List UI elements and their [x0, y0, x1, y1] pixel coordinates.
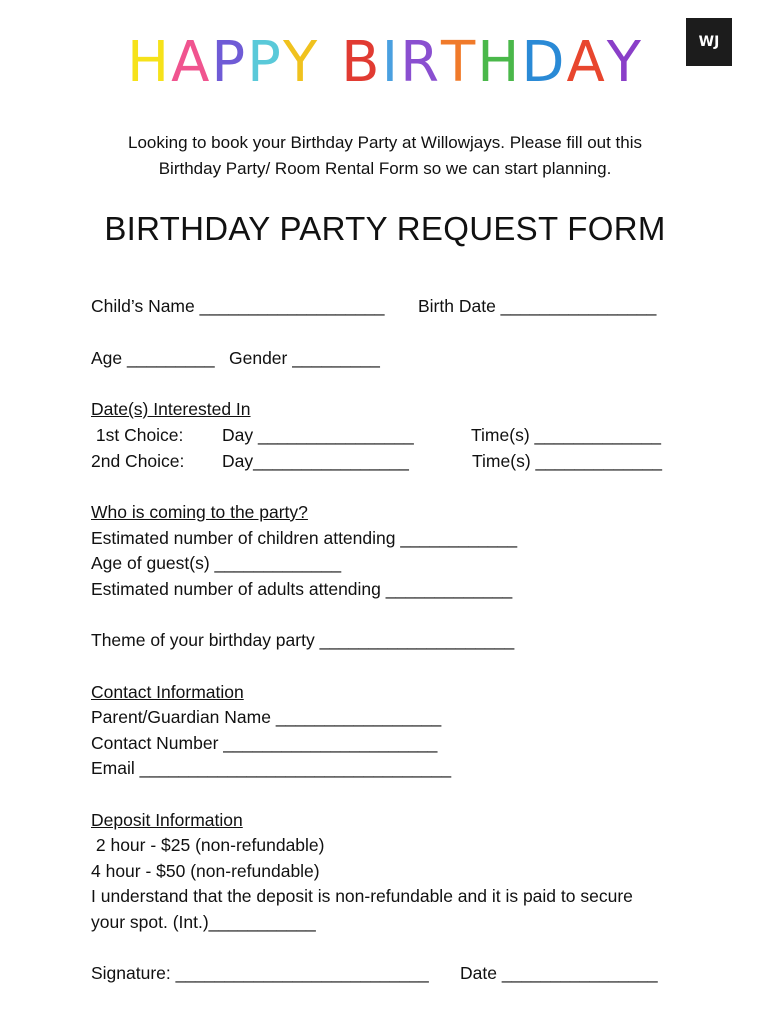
banner-letter: H [126, 30, 172, 95]
logo-text: WJ [698, 34, 720, 50]
guest-age-field[interactable]: Age of guest(s) _____________ [91, 553, 342, 573]
gender-field[interactable]: Gender _________ [229, 348, 380, 368]
form-title: BIRTHDAY PARTY REQUEST FORM [104, 210, 666, 247]
banner-letter: R [400, 30, 442, 95]
first-choice-time-field[interactable]: Time(s) _____________ [471, 425, 662, 445]
contact-heading: Contact Information [91, 682, 244, 702]
first-choice-day-field[interactable]: Day ________________ [222, 425, 414, 445]
intro-line-2: Birthday Party/ Room Rental Form so we can start planning. [158, 159, 612, 178]
banner-letter: B [341, 30, 382, 95]
banner-letter: I [381, 30, 401, 95]
first-choice-label: 1st Choice: [91, 425, 184, 445]
banner-letter: Y [606, 30, 644, 95]
banner-letter: D [521, 30, 567, 95]
adults-count-field[interactable]: Estimated number of adults attending _____________ [91, 579, 513, 599]
contact-number-field[interactable]: Contact Number ______________________ [91, 733, 438, 753]
second-choice-time-field[interactable]: Time(s) _____________ [472, 451, 663, 471]
email-field[interactable]: Email ________________________________ [91, 758, 452, 778]
willowjays-logo [686, 18, 732, 66]
child-name-field[interactable]: Child’s Name ___________________ [91, 296, 385, 316]
theme-field[interactable]: Theme of your birthday party ____________________ [91, 630, 515, 650]
age-field[interactable]: Age _________ [91, 348, 215, 368]
intro-text [60, 130, 710, 182]
deposit-heading: Deposit Information [91, 810, 243, 830]
intro-line-1: Looking to book your Birthday Party at Willowjays. Please fill out this [127, 133, 643, 152]
guests-heading: Who is coming to the party? [91, 502, 308, 522]
signature-date-field[interactable]: Date ________________ [460, 963, 658, 983]
birth-date-field[interactable]: Birth Date ________________ [418, 296, 657, 316]
children-count-field[interactable]: Estimated number of children attending ____________ [91, 528, 518, 548]
banner-letter: A [566, 30, 607, 95]
deposit-initials-field[interactable]: your spot. (Int.)___________ [91, 912, 316, 932]
dates-heading: Date(s) Interested In [91, 399, 251, 419]
banner-letter: P [211, 30, 248, 95]
banner-letter [319, 28, 341, 98]
banner-letter: A [171, 30, 212, 95]
banner-letter: T [441, 30, 478, 95]
signature-field[interactable]: Signature: __________________________ [91, 963, 429, 983]
happy-birthday-banner [0, 28, 770, 98]
deposit-2-hour: 2 hour - $25 (non-refundable) [91, 835, 325, 855]
second-choice-day-field[interactable]: Day________________ [222, 451, 409, 471]
banner-letter: Y [282, 30, 320, 95]
second-choice-label: 2nd Choice: [91, 451, 185, 471]
banner-letter: P [247, 30, 283, 95]
guardian-name-field[interactable]: Parent/Guardian Name _________________ [91, 707, 442, 727]
deposit-4-hour: 4 hour - $50 (non-refundable) [91, 861, 320, 881]
banner-letter: H [477, 30, 522, 95]
deposit-acknowledgement-line-1: I understand that the deposit is non-refundable and it is paid to secure [91, 886, 633, 906]
